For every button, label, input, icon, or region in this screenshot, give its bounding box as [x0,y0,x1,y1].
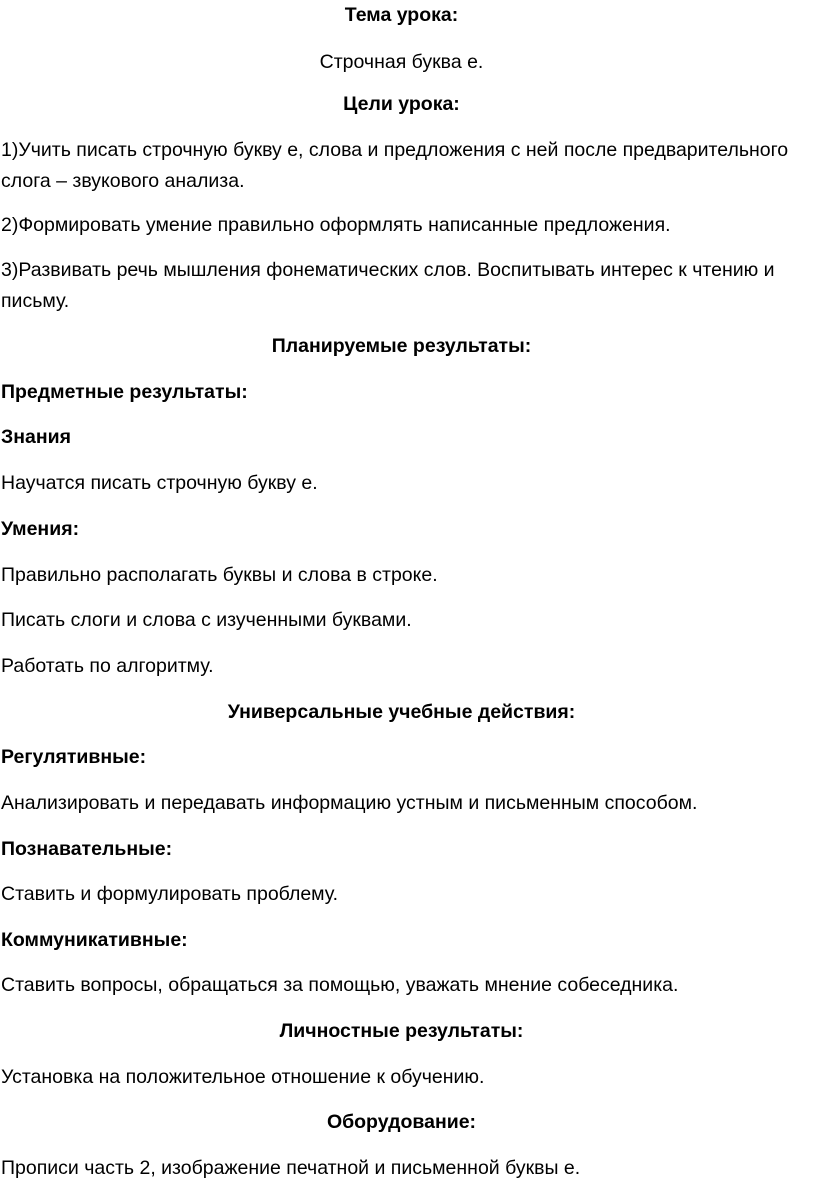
goal-item-1: 1)Учить писать строчную букву е, слова и предложения с ней после предварительного слога – звукового анализа. [1,139,789,192]
subject-results-heading: Предметные результаты: [1,381,248,403]
skill-item-2: Писать слоги и слова с изученными буквами. [1,609,412,631]
uud-heading: Универсальные учебные действия: [227,701,576,723]
personal-results-text: Установка на положительное отношение к обучению. [1,1066,485,1088]
regulatory-text: Анализировать и передавать информацию устным и письменным способом. [1,792,698,814]
equipment-text: Прописи часть 2, изображение печатной и письменной буквы е. [1,1157,581,1179]
knowledge-text: Научатся писать строчную букву е. [1,472,318,494]
skill-item-1: Правильно располагать буквы и слова в строке. [1,564,438,586]
equipment-heading: Оборудование: [326,1111,477,1133]
knowledge-heading: Знания [1,426,71,448]
goal-item-2: 2)Формировать умение правильно оформлять написанные предложения. [1,214,671,236]
skills-heading: Умения: [1,518,80,540]
topic-text: Строчная буква е. [319,51,484,73]
communicative-text: Ставить вопросы, обращаться за помощью, уважать мнение собеседника. [1,974,679,996]
cognitive-heading: Познавательные: [1,838,173,860]
regulatory-heading: Регулятивные: [1,746,147,768]
communicative-heading: Коммуникативные: [1,929,188,951]
planned-results-heading: Планируемые результаты: [271,335,532,357]
goals-heading: Цели урока: [343,93,460,115]
skill-item-3: Работать по алгоритму. [1,655,214,677]
cognitive-text: Ставить и формулировать проблему. [1,883,339,905]
goal-item-3: 3)Развивать речь мышления фонематических слов. Воспитывать интерес к чтению и письму. [1,259,775,312]
personal-results-heading: Личностные результаты: [279,1020,524,1042]
topic-heading: Тема урока: [344,4,459,26]
